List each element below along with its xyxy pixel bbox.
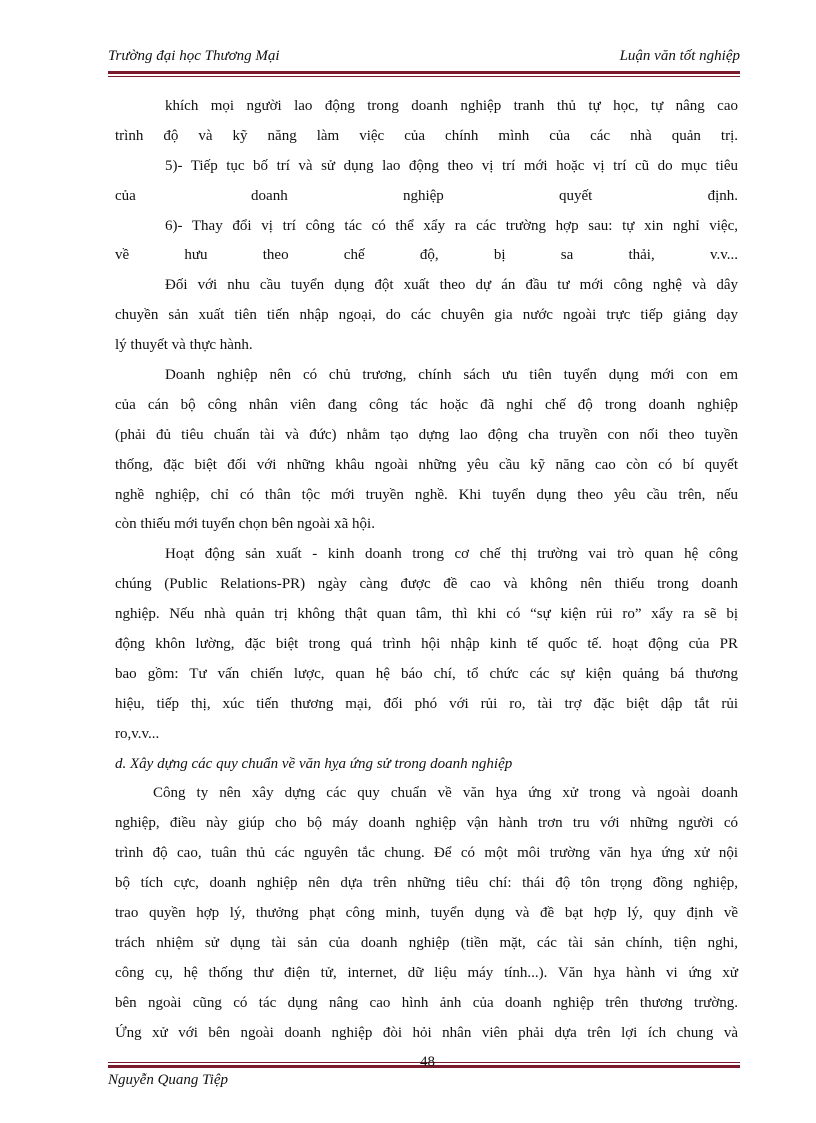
section-heading: d. Xây dựng các quy chuẩn về văn hỵa ứng sử trong doanh nghiệp (115, 755, 513, 772)
header-university: Trường đại học Thương Mại (108, 48, 280, 64)
text-line: còn thiếu mới tuyển chọn bên ngoài xã hội. (115, 516, 375, 533)
body-text (115, 92, 738, 1049)
page-header (108, 48, 740, 70)
text-line: nghiệp. Nếu nhà quản trị không thật quan tâm, thì khi có “sự kiện rủi ro” xẩy ra sẽ bị (115, 606, 738, 623)
text-line: trao quyền hợp lý, thưởng phạt công minh, tuyển dụng và đề bạt hợp lý, quy định về (115, 905, 738, 922)
text-line: chuyền sản xuất tiên tiến nhập ngoại, do các chuyên gia nước ngoài trực tiếp giảng dạy (115, 307, 738, 324)
text-line: 6)- Thay đổi vị trí công tác có thể xẩy ra các trường hợp sau: tự xin nghỉ việc, (165, 217, 738, 234)
text-line: trình độ cao, tuân thủ các nguyên tắc chung. Để có một môi trường văn hỵa ứng xử nội (115, 845, 738, 862)
text-line: thống, đặc biệt đối với những khâu ngoài những yêu cầu kỹ năng cao còn có bí quyết (115, 456, 738, 473)
text-line: Doanh nghiệp nên có chủ trương, chính sách ưu tiên tuyển dụng mới con em (165, 367, 738, 384)
text-line: trách nhiệm sử dụng tài sản của doanh nghiệp (tiền mặt, các tài sản chính, tiện nghi, (115, 934, 738, 951)
text-line: chúng (Public Relations-PR) ngày càng được đề cao và không nên thiếu trong doanh (115, 576, 738, 593)
text-line: Công ty nên xây dựng các quy chuẩn về văn hỵa ứng xử trong và ngoài doanh (153, 785, 738, 802)
text-line: Ứng xử với bên ngoài doanh nghiệp đòi hỏi nhân viên phải dựa trên lợi ích chung và (115, 1024, 738, 1041)
header-rule-thick (108, 71, 740, 74)
text-line: 5)- Tiếp tục bố trí và sử dụng lao động theo vị trí mới hoặc vị trí cũ do mục tiêu (165, 157, 738, 174)
text-line: Hoạt động sản xuất - kinh doanh trong cơ chế thị trường vai trò quan hệ công (165, 546, 738, 563)
text-line: nghề nghiệp, chỉ có thân tộc mới truyền nghề. Khi tuyển dụng theo yêu cầu trên, nếu (115, 486, 738, 503)
text-line: bộ tích cực, doanh nghiệp nên dựa trên những tiêu chí: thái độ tôn trọng đồng nghiệp, (115, 875, 738, 892)
text-line: hiệu, tiếp thị, xúc tiến thương mại, đối phó với rủi ro, tài trợ đặc biệt dập tắt rủi (115, 695, 738, 712)
footer-author: Nguyễn Quang Tiệp (108, 1072, 228, 1088)
text-line: của doanh nghiệp quyết định. (115, 187, 738, 204)
header-rule-thin (108, 76, 740, 77)
text-line: động khôn lường, đặc biệt trong quá trình hội nhập kinh tế quốc tế. hoạt động của PR (115, 636, 738, 653)
header-thesis-label: Luận văn tốt nghiệp (619, 48, 740, 64)
text-line: Đối với nhu cầu tuyển dụng đột xuất theo dự án đầu tư mới công nghệ và dây (165, 277, 738, 294)
text-line: công cụ, hệ thống thư điện tử, internet, dữ liệu máy tính...). Văn hỵa hành vi ứng xử (115, 964, 738, 981)
text-line: của cán bộ công nhân viên đang công tác hoặc đã nghỉ chế độ trong doanh nghiệp (115, 396, 738, 413)
text-line: bao gồm: Tư vấn chiến lược, quan hệ báo chí, tổ chức các sự kiện quảng bá thương (115, 665, 738, 682)
text-line: lý thuyết và thực hành. (115, 337, 253, 354)
text-line: trình độ và kỹ năng làm việc của chính mình của các nhà quản trị. (115, 127, 738, 144)
text-line: về hưu theo chế độ, bị sa thải, v.v... (115, 247, 738, 264)
text-line: khích mọi người lao động trong doanh nghiệp tranh thủ tự học, tự nâng cao (165, 98, 738, 114)
text-line: ro,v.v... (115, 725, 160, 742)
text-line: nghiệp, điều này giúp cho bộ máy doanh nghiệp vận hành trơn tru với những người có (115, 815, 738, 832)
text-line: bên ngoài cũng có tác dụng nâng cao hình ảnh của doanh nghiệp trên thương trường. (115, 994, 738, 1011)
text-line: (phải đủ tiêu chuẩn tài và đức) nhằm tạo dựng lao động cha truyền con nối theo tuyền (115, 426, 738, 443)
page-number: 48 (420, 1054, 435, 1070)
